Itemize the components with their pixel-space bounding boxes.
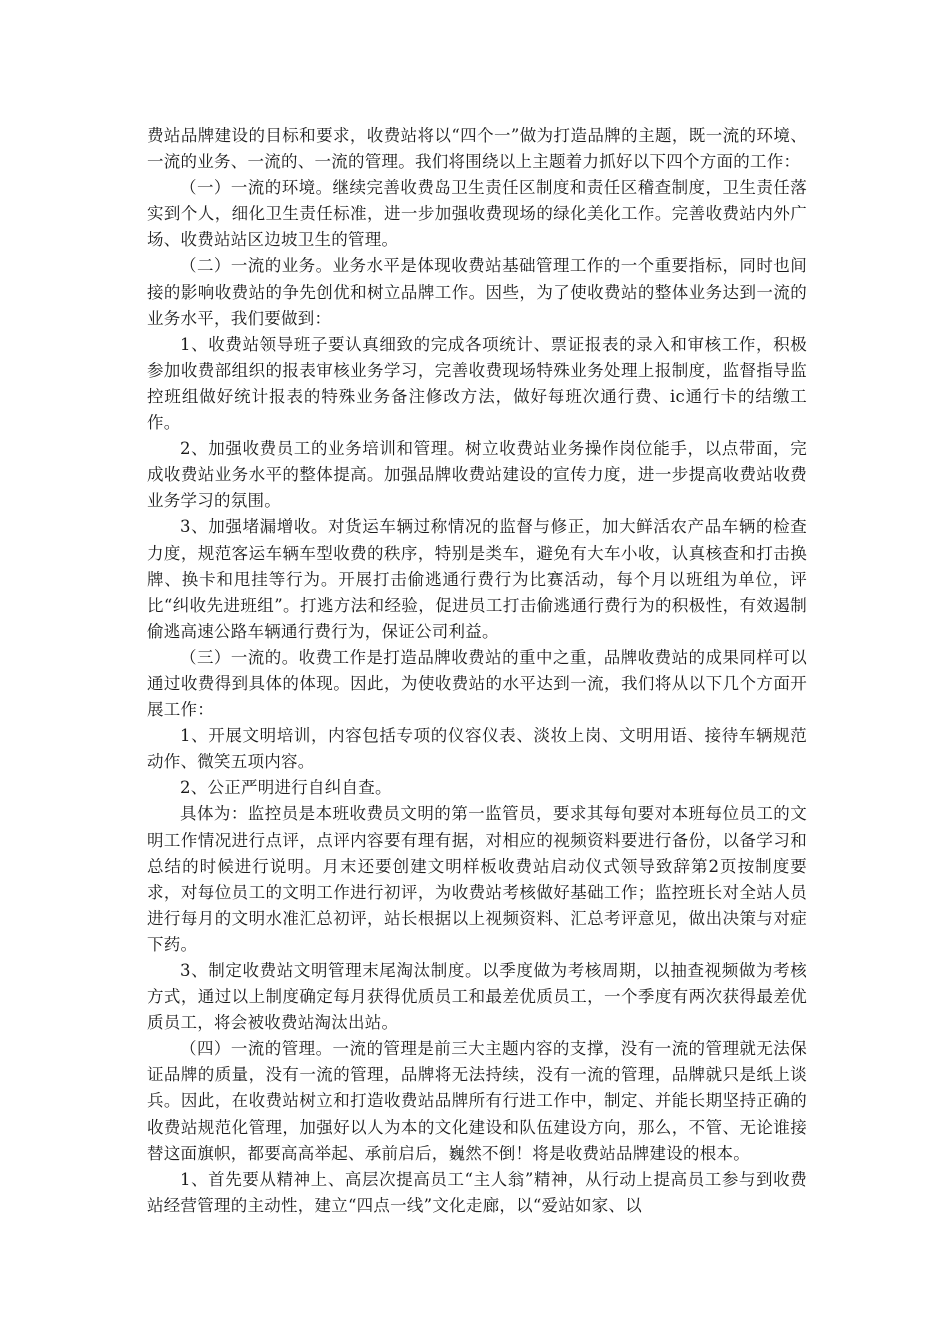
paragraph-management: （四）一流的管理。一流的管理是前三大主题内容的支撑，没有一流的管理就无法保证品牌的质量，没有一流的管理，品牌将无法持续，没有一流的管理，品牌就只是纸上谈兵。因此，在收费站树立和打造收费站品牌所有行进工作中，制定、并能长期坚持正确的收费站规范化管理，加强好以人为本的文化建设和队伍建设方向，那么，不管、无论谁接替这面旗帜，都要高高举起、承前启后，巍然不倒！将是收费站品牌建设的根本。 xyxy=(147,1039,807,1163)
document-body xyxy=(147,123,807,1219)
paragraph-business-item-1: 1、收费站领导班子要认真细致的完成各项统计、票证报表的录入和审核工作，积极参加收费部组织的报表审核业务学习，完善收费现场特殊业务处理上报制度，监督指导监控班组做好统计报表的特殊业务备注修改方法，做好每班次通行费、ic通行卡的结缴工作。 xyxy=(147,334,807,433)
paragraph-management-item-1: 1、首先要从精神上、高层次提高员工“主人翁”精神，从行动上提高员工参与到收费站经营管理的主动性，建立“四点一线”文化走廊，以“爱站如家、以 xyxy=(147,1169,807,1215)
paragraph-service: （三）一流的。收费工作是打造品牌收费站的重中之重，品牌收费站的成果同样可以通过收费得到具体的体现。因此，为使收费站的水平达到一流，我们将从以下几个方面开展工作： xyxy=(147,647,807,720)
paragraph-intro: 费站品牌建设的目标和要求，收费站将以“四个一”做为打造品牌的主题，既一流的环境、一流的业务、一流的、一流的管理。我们将围绕以上主题着力抓好以下四个方面的工作： xyxy=(147,126,807,172)
paragraph-service-details: 具体为：监控员是本班收费员文明的第一监管员，要求其每旬要对本班每位员工的文明工作情况进行点评，点评内容要有理有据，对相应的视频资料要进行备份，以备学习和总结的时候进行说明。月末还要创建文明样板收费站启动仪式领导致辞第2页按制度要求，对每位员工的文明工作进行初评，为收费站考核做好基础工作；监控班长对全站人员进行每月的文明水准汇总初评，站长根据以上视频资料、汇总考评意见，做出决策与对症下药。 xyxy=(147,804,807,954)
paragraph-environment: （一）一流的环境。继续完善收费岛卫生责任区制度和责任区稽查制度，卫生责任落实到个人，细化卫生责任标准，进一步加强收费现场的绿化美化工作。完善收费站内外广场、收费站站区边坡卫生的管理。 xyxy=(147,178,807,250)
paragraph-service-item-3: 3、制定收费站文明管理末尾淘汰制度。以季度做为考核周期，以抽查视频做为考核方式，通过以上制度确定每月获得优质员工和最差优质员工，一个季度有两次获得最差优质员工，将会被收费站淘汰出站。 xyxy=(147,961,807,1033)
paragraph-service-item-1: 1、开展文明培训，内容包括专项的仪容仪表、淡妆上岗、文明用语、接待车辆规范动作、微笑五项内容。 xyxy=(147,726,807,772)
paragraph-business-item-3: 3、加强堵漏增收。对货运车辆过称情况的监督与修正，加大鲜活农产品车辆的检查力度，规范客运车辆车型收费的秩序，特别是类车，避免有大车小收，认真核查和打击换牌、换卡和甩挂等行为。开展打击偷逃通行费行为比赛活动，每个月以班组为单位，评比“纠收先进班组”。打逃方法和经验，促进员工打击偷逃通行费行为的积极性，有效遏制偷逃高速公路车辆通行费行为，保证公司利益。 xyxy=(147,517,807,641)
paragraph-business-item-2: 2、加强收费员工的业务培训和管理。树立收费站业务操作岗位能手，以点带面，完成收费站业务水平的整体提高。加强品牌收费站建设的宣传力度，进一步提高收费站收费业务学习的氛围。 xyxy=(147,439,807,511)
paragraph-business: （二）一流的业务。业务水平是体现收费站基础管理工作的一个重要指标，同时也间接的影响收费站的争先创优和树立品牌工作。因些，为了使收费站的整体业务达到一流的业务水平，我们要做到： xyxy=(147,256,807,328)
paragraph-service-item-2: 2、公正严明进行自纠自查。 xyxy=(180,778,392,798)
